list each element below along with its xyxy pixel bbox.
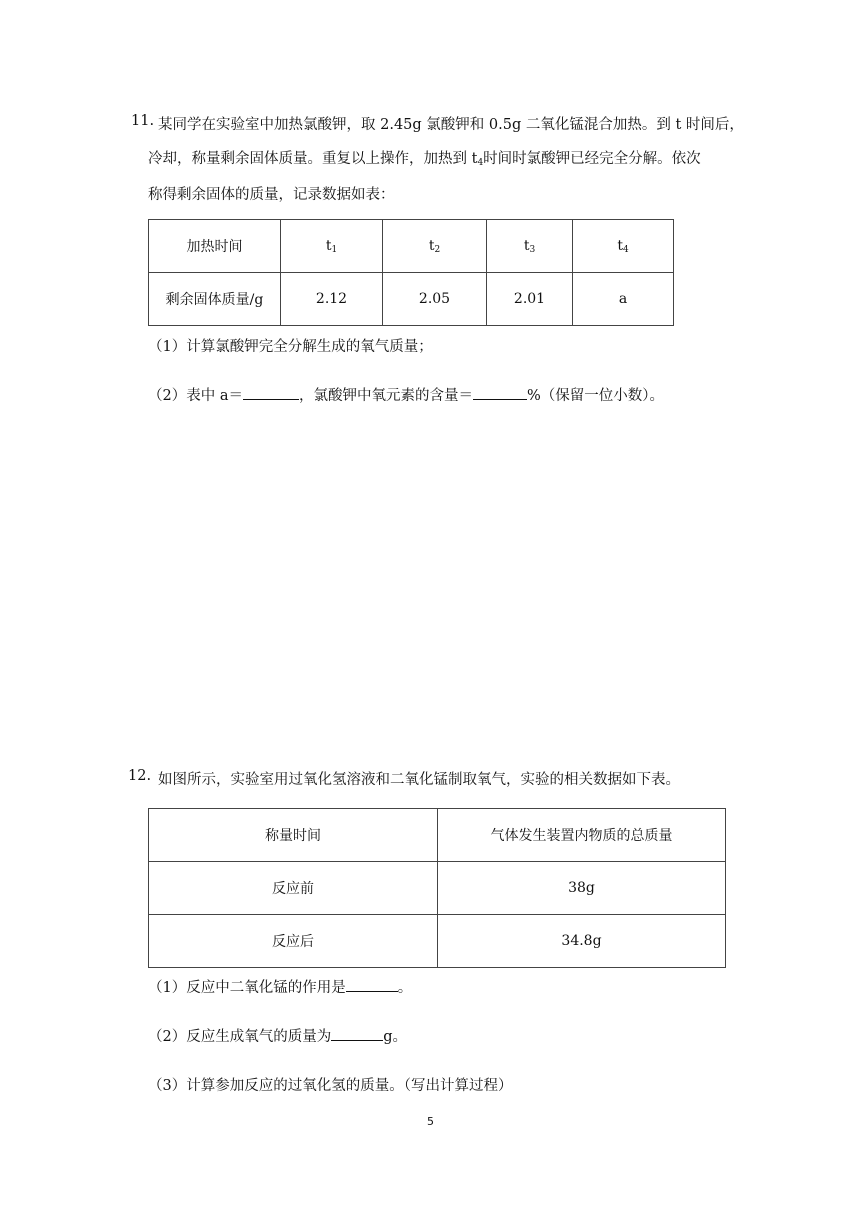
table-row bbox=[149, 862, 726, 915]
q12-part2-b: g。 bbox=[383, 1029, 408, 1045]
q12-part1-a: （1）反应中二氧化锰的作用是 bbox=[148, 980, 346, 996]
q11-blank-a[interactable] bbox=[243, 384, 299, 400]
q12-part1 bbox=[148, 976, 412, 997]
q12-number: 12. bbox=[128, 768, 152, 784]
q12-header-weighing-time: 称量时间 bbox=[149, 809, 438, 862]
q11-data-table bbox=[148, 219, 674, 326]
q11-part2 bbox=[148, 384, 664, 405]
q11-text-line3: 称得剩余固体的质量，记录数据如表： bbox=[148, 187, 395, 203]
table-row bbox=[149, 809, 726, 862]
q11-line2-part-b: 时间时氯酸钾已经完全分解。依次 bbox=[483, 151, 701, 167]
q12-header-total-mass: 气体发生装置内物质的总质量 bbox=[438, 809, 726, 862]
table-row bbox=[149, 220, 674, 273]
q12-part3: （3）计算参加反应的过氧化氢的质量。（写出计算过程） bbox=[148, 1078, 513, 1094]
q11-mass-t3: 2.01 bbox=[487, 273, 573, 326]
q11-text-line1: 某同学在实验室中加热氯酸钾，取 2.45g 氯酸钾和 0.5g 二氧化锰混合加热。到 t 时间后， bbox=[158, 117, 744, 133]
q11-mass-t4: a bbox=[573, 273, 674, 326]
q12-row-value-after: 34.8g bbox=[438, 915, 726, 968]
q12-data-table bbox=[148, 808, 726, 968]
q11-time-t4: $t_4$ bbox=[573, 220, 674, 273]
q11-mass-t2: 2.05 bbox=[383, 273, 487, 326]
table-row bbox=[149, 915, 726, 968]
q12-row-label-before: 反应前 bbox=[149, 862, 438, 915]
q11-time-t1: $t_1$ bbox=[281, 220, 383, 273]
q12-row-value-before: 38g bbox=[438, 862, 726, 915]
q12-blank-oxygen-mass[interactable] bbox=[331, 1025, 383, 1041]
q12-part1-b: 。 bbox=[397, 980, 413, 996]
q11-blank-oxygen-content[interactable] bbox=[473, 384, 527, 400]
q12-part2-a: （2）反应生成氧气的质量为 bbox=[148, 1029, 332, 1045]
q12-part2 bbox=[148, 1025, 407, 1046]
q11-header-remaining-mass: 剩余固体质量/g bbox=[149, 273, 281, 326]
q11-header-heating-time: 加热时间 bbox=[149, 220, 281, 273]
table-row bbox=[149, 273, 674, 326]
q11-time-t2: $t_2$ bbox=[383, 220, 487, 273]
q11-part2-a: （2）表中 a＝ bbox=[148, 388, 243, 404]
q11-mass-t1: 2.12 bbox=[281, 273, 383, 326]
q11-number: 11. bbox=[131, 113, 155, 129]
q11-line2-subscript: 4 bbox=[477, 158, 484, 168]
q12-text-line1: 如图所示，实验室用过氧化氢溶液和二氧化锰制取氧气，实验的相关数据如下表。 bbox=[158, 772, 680, 788]
q11-part1: （1）计算氯酸钾完全分解生成的氧气质量； bbox=[148, 339, 433, 355]
q11-time-t3: $t_3$ bbox=[487, 220, 573, 273]
q11-line2-part-a: 冷却，称量剩余固体质量。重复以上操作，加热到 t bbox=[148, 151, 478, 167]
q12-row-label-after: 反应后 bbox=[149, 915, 438, 968]
q12-blank-mno2-role[interactable] bbox=[346, 976, 398, 992]
page-number: 5 bbox=[427, 1115, 434, 1128]
q11-part2-c: %（保留一位小数）。 bbox=[526, 388, 665, 404]
q11-text-line2 bbox=[148, 147, 701, 168]
q11-part2-b: ，氯酸钾中氧元素的含量＝ bbox=[298, 388, 473, 404]
